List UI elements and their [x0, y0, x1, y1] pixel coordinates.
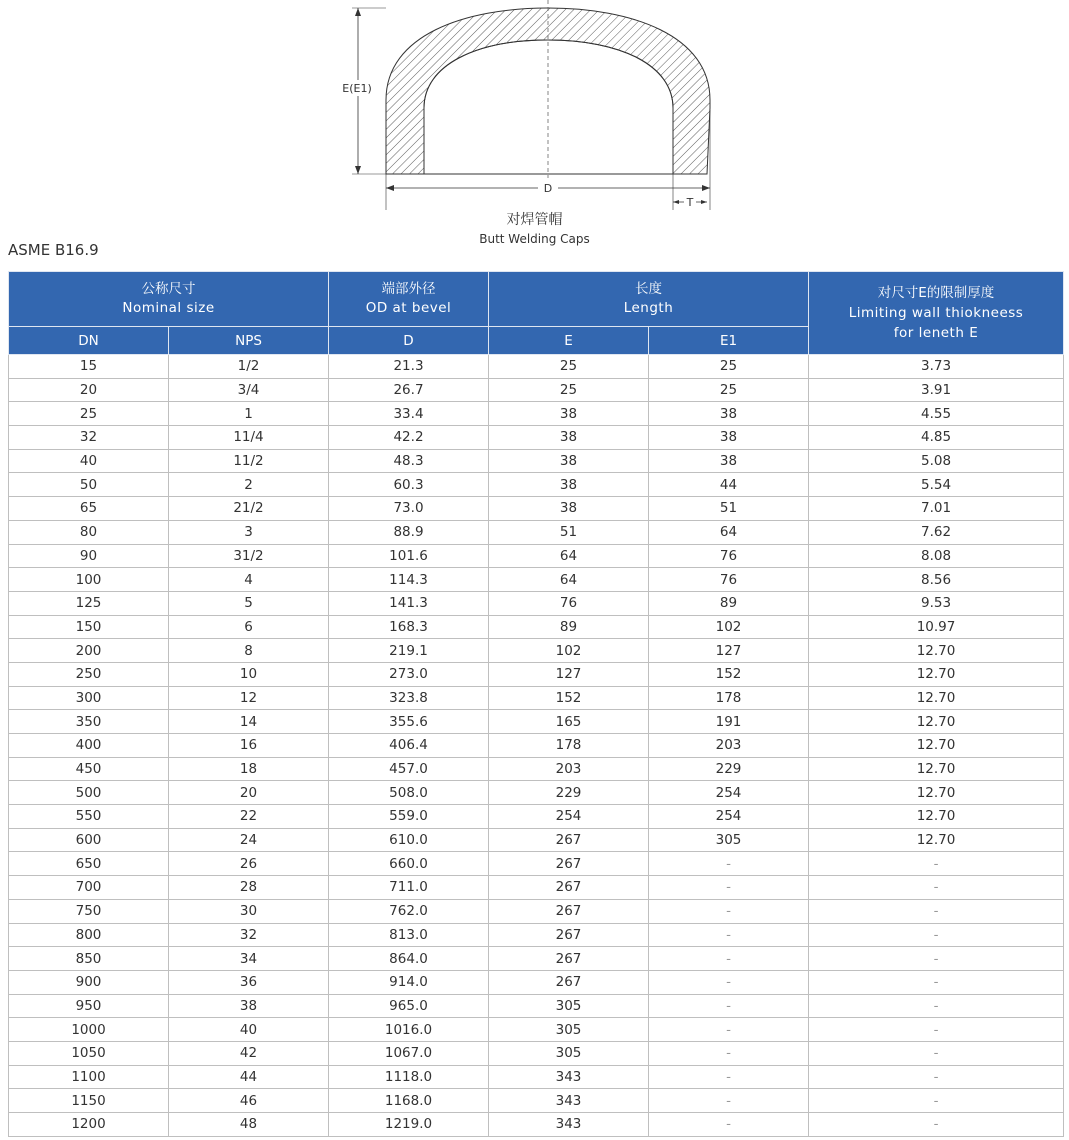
table-cell: 14: [169, 710, 329, 734]
table-cell: 12.70: [809, 757, 1064, 781]
table-cell: 550: [9, 805, 169, 829]
table-cell: 914.0: [329, 970, 489, 994]
table-row: [9, 1065, 1064, 1089]
table-cell: 400: [9, 734, 169, 758]
table-cell: 60.3: [329, 473, 489, 497]
table-cell: 8.56: [809, 568, 1064, 592]
table-cell: 36: [169, 970, 329, 994]
table-cell: 16: [169, 734, 329, 758]
table-cell: 254: [649, 781, 809, 805]
table-cell: 2: [169, 473, 329, 497]
table-row: [9, 591, 1064, 615]
header-d: D: [329, 327, 489, 355]
table-row: [9, 947, 1064, 971]
table-cell: 950: [9, 994, 169, 1018]
table-cell: 11/4: [169, 426, 329, 450]
table-cell: 1: [169, 402, 329, 426]
table-cell: 355.6: [329, 710, 489, 734]
table-row: [9, 994, 1064, 1018]
table-cell: 343: [489, 1065, 649, 1089]
table-cell: 305: [649, 828, 809, 852]
table-cell: 12.70: [809, 828, 1064, 852]
table-row: [9, 544, 1064, 568]
table-cell: 100: [9, 568, 169, 592]
table-cell: 33.4: [329, 402, 489, 426]
table-cell: 12.70: [809, 639, 1064, 663]
table-cell: 229: [649, 757, 809, 781]
table-cell: 965.0: [329, 994, 489, 1018]
table-cell: 7.62: [809, 520, 1064, 544]
table-cell: 46: [169, 1089, 329, 1113]
table-row: [9, 1041, 1064, 1065]
caption-chinese: 对焊管帽: [506, 212, 563, 228]
table-cell: 610.0: [329, 828, 489, 852]
table-cell: 813.0: [329, 923, 489, 947]
table-cell: 1100: [9, 1065, 169, 1089]
table-row: [9, 828, 1064, 852]
table-cell: 900: [9, 970, 169, 994]
table-row: [9, 876, 1064, 900]
table-row: [9, 402, 1064, 426]
table-cell: 1118.0: [329, 1065, 489, 1089]
table-cell: 1200: [9, 1113, 169, 1137]
table-cell: 12.70: [809, 734, 1064, 758]
table-cell: 125: [9, 591, 169, 615]
table-row: [9, 923, 1064, 947]
table-cell: -: [809, 1018, 1064, 1042]
table-cell: 127: [489, 662, 649, 686]
header-limiting-wall-thickness: 对尺寸E的限制厚度 Limiting wall thiokneess for leneth E: [809, 272, 1064, 355]
table-cell: -: [809, 1113, 1064, 1137]
table-cell: 1016.0: [329, 1018, 489, 1042]
table-cell: 864.0: [329, 947, 489, 971]
table-cell: 8.08: [809, 544, 1064, 568]
table-cell: 660.0: [329, 852, 489, 876]
thickness-label: T: [686, 196, 694, 209]
table-cell: 40: [9, 449, 169, 473]
table-row: [9, 852, 1064, 876]
table-row: [9, 710, 1064, 734]
table-cell: 1050: [9, 1041, 169, 1065]
table-cell: 48: [169, 1113, 329, 1137]
table-cell: 3/4: [169, 378, 329, 402]
table-cell: 800: [9, 923, 169, 947]
table-cell: 559.0: [329, 805, 489, 829]
table-cell: 38: [489, 402, 649, 426]
table-cell: 267: [489, 923, 649, 947]
table-cell: -: [649, 876, 809, 900]
table-cell: 508.0: [329, 781, 489, 805]
diameter-label: D: [543, 182, 553, 195]
table-cell: 343: [489, 1089, 649, 1113]
table-cell: 5: [169, 591, 329, 615]
table-cell: 152: [649, 662, 809, 686]
table-row: [9, 757, 1064, 781]
table-cell: 219.1: [329, 639, 489, 663]
table-cell: 76: [489, 591, 649, 615]
table-cell: 1168.0: [329, 1089, 489, 1113]
table-cell: 25: [9, 402, 169, 426]
table-cell: 343: [489, 1113, 649, 1137]
table-cell: 38: [649, 402, 809, 426]
table-cell: -: [809, 970, 1064, 994]
table-row: [9, 355, 1064, 379]
table-cell: 38: [489, 473, 649, 497]
table-cell: -: [649, 923, 809, 947]
table-cell: 165: [489, 710, 649, 734]
table-cell: 127: [649, 639, 809, 663]
table-cell: -: [649, 1113, 809, 1137]
table-cell: 32: [9, 426, 169, 450]
table-cell: 48.3: [329, 449, 489, 473]
table-cell: 178: [489, 734, 649, 758]
table-row: [9, 1089, 1064, 1113]
table-cell: 141.3: [329, 591, 489, 615]
table-cell: -: [649, 899, 809, 923]
table-cell: 32: [169, 923, 329, 947]
table-cell: 267: [489, 947, 649, 971]
table-row: [9, 615, 1064, 639]
table-cell: 38: [489, 449, 649, 473]
table-cell: 254: [649, 805, 809, 829]
table-cell: 7.01: [809, 497, 1064, 521]
table-cell: -: [649, 1018, 809, 1042]
height-label: E(E1): [342, 82, 372, 95]
table-cell: 12.70: [809, 686, 1064, 710]
table-cell: 273.0: [329, 662, 489, 686]
header-dn: DN: [9, 327, 169, 355]
table-cell: 450: [9, 757, 169, 781]
table-cell: 3: [169, 520, 329, 544]
table-cell: 750: [9, 899, 169, 923]
table-cell: 6: [169, 615, 329, 639]
table-cell: 102: [649, 615, 809, 639]
table-cell: 12.70: [809, 662, 1064, 686]
table-cell: 203: [649, 734, 809, 758]
table-cell: -: [649, 994, 809, 1018]
table-row: [9, 805, 1064, 829]
table-cell: 267: [489, 876, 649, 900]
table-cell: 38: [489, 426, 649, 450]
table-cell: 8: [169, 639, 329, 663]
table-cell: 1000: [9, 1018, 169, 1042]
table-cell: 711.0: [329, 876, 489, 900]
table-cell: 12.70: [809, 781, 1064, 805]
table-cell: 4.85: [809, 426, 1064, 450]
table-row: [9, 568, 1064, 592]
table-cell: 76: [649, 544, 809, 568]
table-row: [9, 449, 1064, 473]
table-cell: -: [649, 852, 809, 876]
table-cell: 305: [489, 994, 649, 1018]
table-row: [9, 970, 1064, 994]
table-cell: -: [809, 1089, 1064, 1113]
table-cell: 1150: [9, 1089, 169, 1113]
table-cell: 168.3: [329, 615, 489, 639]
table-row: [9, 781, 1064, 805]
table-cell: -: [649, 1065, 809, 1089]
table-cell: 12: [169, 686, 329, 710]
table-cell: 65: [9, 497, 169, 521]
table-cell: -: [809, 899, 1064, 923]
table-cell: 406.4: [329, 734, 489, 758]
table-cell: 323.8: [329, 686, 489, 710]
table-cell: 64: [489, 568, 649, 592]
table-row: [9, 734, 1064, 758]
table-cell: 3.73: [809, 355, 1064, 379]
table-row: [9, 473, 1064, 497]
dimensions-table: [8, 271, 1064, 1137]
table-cell: 21.3: [329, 355, 489, 379]
table-cell: 80: [9, 520, 169, 544]
table-cell: 12.70: [809, 805, 1064, 829]
table-cell: 700: [9, 876, 169, 900]
table-row: [9, 639, 1064, 663]
table-cell: 178: [649, 686, 809, 710]
table-cell: 26: [169, 852, 329, 876]
table-cell: 1/2: [169, 355, 329, 379]
header-nominal-size: 公称尺寸 Nominal size: [9, 272, 329, 327]
table-cell: 22: [169, 805, 329, 829]
table-cell: 4.55: [809, 402, 1064, 426]
table-cell: 4: [169, 568, 329, 592]
table-cell: 267: [489, 852, 649, 876]
table-cell: 267: [489, 828, 649, 852]
table-cell: 114.3: [329, 568, 489, 592]
header-od-at-bevel: 端部外径 OD at bevel: [329, 272, 489, 327]
table-cell: -: [809, 1041, 1064, 1065]
table-cell: 90: [9, 544, 169, 568]
table-cell: 1067.0: [329, 1041, 489, 1065]
table-cell: 34: [169, 947, 329, 971]
table-cell: 64: [489, 544, 649, 568]
table-cell: 20: [9, 378, 169, 402]
table-cell: 152: [489, 686, 649, 710]
table-cell: 24: [169, 828, 329, 852]
table-cell: 267: [489, 899, 649, 923]
table-cell: 102: [489, 639, 649, 663]
table-cell: 25: [649, 355, 809, 379]
table-cell: -: [809, 923, 1064, 947]
table-row: [9, 520, 1064, 544]
table-cell: 12.70: [809, 710, 1064, 734]
table-row: [9, 686, 1064, 710]
table-cell: -: [809, 994, 1064, 1018]
table-cell: 76: [649, 568, 809, 592]
header-length: 长度 Length: [489, 272, 809, 327]
table-cell: 38: [649, 449, 809, 473]
table-cell: 203: [489, 757, 649, 781]
table-cell: 26.7: [329, 378, 489, 402]
table-cell: 25: [649, 378, 809, 402]
table-cell: 762.0: [329, 899, 489, 923]
table-cell: -: [649, 1089, 809, 1113]
table-cell: 191: [649, 710, 809, 734]
table-row: [9, 1018, 1064, 1042]
header-e: E: [489, 327, 649, 355]
table-cell: 500: [9, 781, 169, 805]
table-cell: 50: [9, 473, 169, 497]
table-cell: -: [649, 947, 809, 971]
table-cell: 18: [169, 757, 329, 781]
table-row: [9, 497, 1064, 521]
table-cell: 88.9: [329, 520, 489, 544]
table-row: [9, 899, 1064, 923]
table-row: [9, 426, 1064, 450]
table-cell: 38: [649, 426, 809, 450]
table-cell: 200: [9, 639, 169, 663]
table-cell: 305: [489, 1041, 649, 1065]
table-cell: 44: [649, 473, 809, 497]
table-cell: 15: [9, 355, 169, 379]
table-cell: 25: [489, 355, 649, 379]
table-cell: 305: [489, 1018, 649, 1042]
table-cell: -: [809, 852, 1064, 876]
table-cell: -: [809, 1065, 1064, 1089]
table-cell: 89: [489, 615, 649, 639]
table-cell: 11/2: [169, 449, 329, 473]
table-cell: 51: [649, 497, 809, 521]
table-cell: -: [809, 947, 1064, 971]
table-cell: 40: [169, 1018, 329, 1042]
header-nps: NPS: [169, 327, 329, 355]
table-cell: 229: [489, 781, 649, 805]
table-cell: 38: [489, 497, 649, 521]
table-cell: 3.91: [809, 378, 1064, 402]
table-row: [9, 662, 1064, 686]
table-cell: 5.08: [809, 449, 1064, 473]
table-cell: 20: [169, 781, 329, 805]
table-cell: 44: [169, 1065, 329, 1089]
table-cell: 31/2: [169, 544, 329, 568]
table-cell: 350: [9, 710, 169, 734]
table-cell: 73.0: [329, 497, 489, 521]
table-cell: 5.54: [809, 473, 1064, 497]
table-cell: 150: [9, 615, 169, 639]
table-cell: 650: [9, 852, 169, 876]
table-cell: 64: [649, 520, 809, 544]
table-cell: 10.97: [809, 615, 1064, 639]
standard-label: ASME B16.9: [8, 241, 99, 259]
table-cell: 28: [169, 876, 329, 900]
table-cell: 300: [9, 686, 169, 710]
table-cell: 10: [169, 662, 329, 686]
header-e1: E1: [649, 327, 809, 355]
table-cell: 89: [649, 591, 809, 615]
table-cell: 101.6: [329, 544, 489, 568]
table-cell: -: [649, 970, 809, 994]
table-cell: 42.2: [329, 426, 489, 450]
table-cell: 30: [169, 899, 329, 923]
table-cell: 9.53: [809, 591, 1064, 615]
table-row: [9, 378, 1064, 402]
table-cell: -: [649, 1041, 809, 1065]
table-row: [9, 1113, 1064, 1137]
table-cell: 850: [9, 947, 169, 971]
table-cell: 1219.0: [329, 1113, 489, 1137]
table-cell: 600: [9, 828, 169, 852]
table-cell: 21/2: [169, 497, 329, 521]
table-cell: 254: [489, 805, 649, 829]
table-cell: -: [809, 876, 1064, 900]
caption-english: Butt Welding Caps: [479, 232, 590, 246]
table-cell: 38: [169, 994, 329, 1018]
table-cell: 25: [489, 378, 649, 402]
table-cell: 267: [489, 970, 649, 994]
table-cell: 250: [9, 662, 169, 686]
table-cell: 457.0: [329, 757, 489, 781]
cap-inner-contour: [424, 40, 673, 174]
table-cell: 51: [489, 520, 649, 544]
table-cell: 42: [169, 1041, 329, 1065]
